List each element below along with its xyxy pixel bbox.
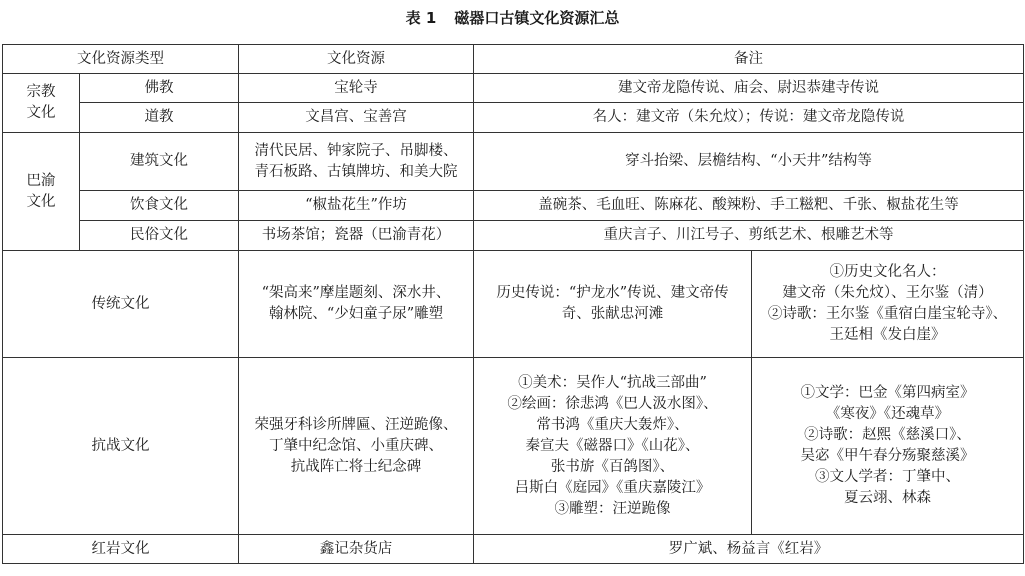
table-row [3,251,1024,358]
subcategory-architecture: 建筑文化 [80,133,239,191]
table-row [3,221,1024,251]
table-title: 磁器口古镇文化资源汇总 [454,9,620,27]
subcategory-taoism: 道教 [80,103,239,133]
resource-cell: 书场茶馆；瓷器（巴渝青花） [239,221,474,251]
resource-cell: “椒盐花生”作坊 [239,191,474,221]
note-cell: 穿斗抬梁、层檐结构、“小天井”结构等 [474,133,1024,191]
note-cell: ①美术：吴作人“抗战三部曲” ②绘画：徐悲鸿《巴人汲水图》、 常书鸿《重庆大轰炸》、 秦宣夫《磁器口》《山花》、 张书旂《百鸽图》、 吕斯白《庭园》《重庆嘉陵江》 ③雕塑：汪逆跪像 [474,358,752,535]
note-cell: 历史传说：“护龙水”传说、建文帝传 奇、张献忠河滩 [474,251,752,358]
category-bayu: 巴渝 文化 [3,133,80,251]
resource-cell: 荣强牙科诊所牌匾、汪逆跪像、 丁肇中纪念馆、小重庆碑、 抗战阵亡将士纪念碑 [239,358,474,535]
category-war: 抗战文化 [3,358,239,535]
category-hongyan: 红岩文化 [3,535,239,564]
note-cell: 名人：建文帝（朱允炆）；传说：建文帝龙隐传说 [474,103,1024,133]
note-cell: ①文学：巴金《第四病室》 《寒夜》《还魂草》 ②诗歌：赵熙《慈溪口》、 吴宓《甲午春分殇聚慈溪》 ③文人学者：丁肇中、 夏云翊、林森 [752,358,1024,535]
header-resource: 文化资源 [239,45,474,74]
note-cell: 建文帝龙隐传说、庙会、尉迟恭建寺传说 [474,74,1024,103]
note-cell: 盖碗茶、毛血旺、陈麻花、酸辣粉、手工糍粑、千张、椒盐花生等 [474,191,1024,221]
header-type: 文化资源类型 [3,45,239,74]
table-row [3,358,1024,535]
category-traditional: 传统文化 [3,251,239,358]
subcategory-buddhism: 佛教 [80,74,239,103]
table-row [3,535,1024,564]
resource-cell: 文昌宫、宝善宫 [239,103,474,133]
note-cell: 罗广斌、杨益言《红岩》 [474,535,1024,564]
table-row [3,74,1024,103]
category-religious: 宗教 文化 [3,74,80,133]
table-row [3,103,1024,133]
culture-resource-table [2,44,1024,564]
note-cell: ①历史文化名人： 建文帝（朱允炆）、王尔鉴（清） ②诗歌：王尔鉴《重宿白崖宝轮寺》、 王廷相《发白崖》 [752,251,1024,358]
note-cell: 重庆言子、川江号子、剪纸艺术、根雕艺术等 [474,221,1024,251]
table-caption [0,8,1025,28]
header-note: 备注 [474,45,1024,74]
table-number: 表 1 [405,9,437,27]
resource-cell: “架高来”摩崖题刻、深水井、 翰林院、“少妇童子尿”雕塑 [239,251,474,358]
resource-cell: 清代民居、钟家院子、吊脚楼、 青石板路、古镇牌坊、和美大院 [239,133,474,191]
table-row [3,133,1024,191]
subcategory-food: 饮食文化 [80,191,239,221]
resource-cell: 鑫记杂货店 [239,535,474,564]
resource-cell: 宝轮寺 [239,74,474,103]
header-row [3,45,1024,74]
subcategory-folk: 民俗文化 [80,221,239,251]
table-row [3,191,1024,221]
